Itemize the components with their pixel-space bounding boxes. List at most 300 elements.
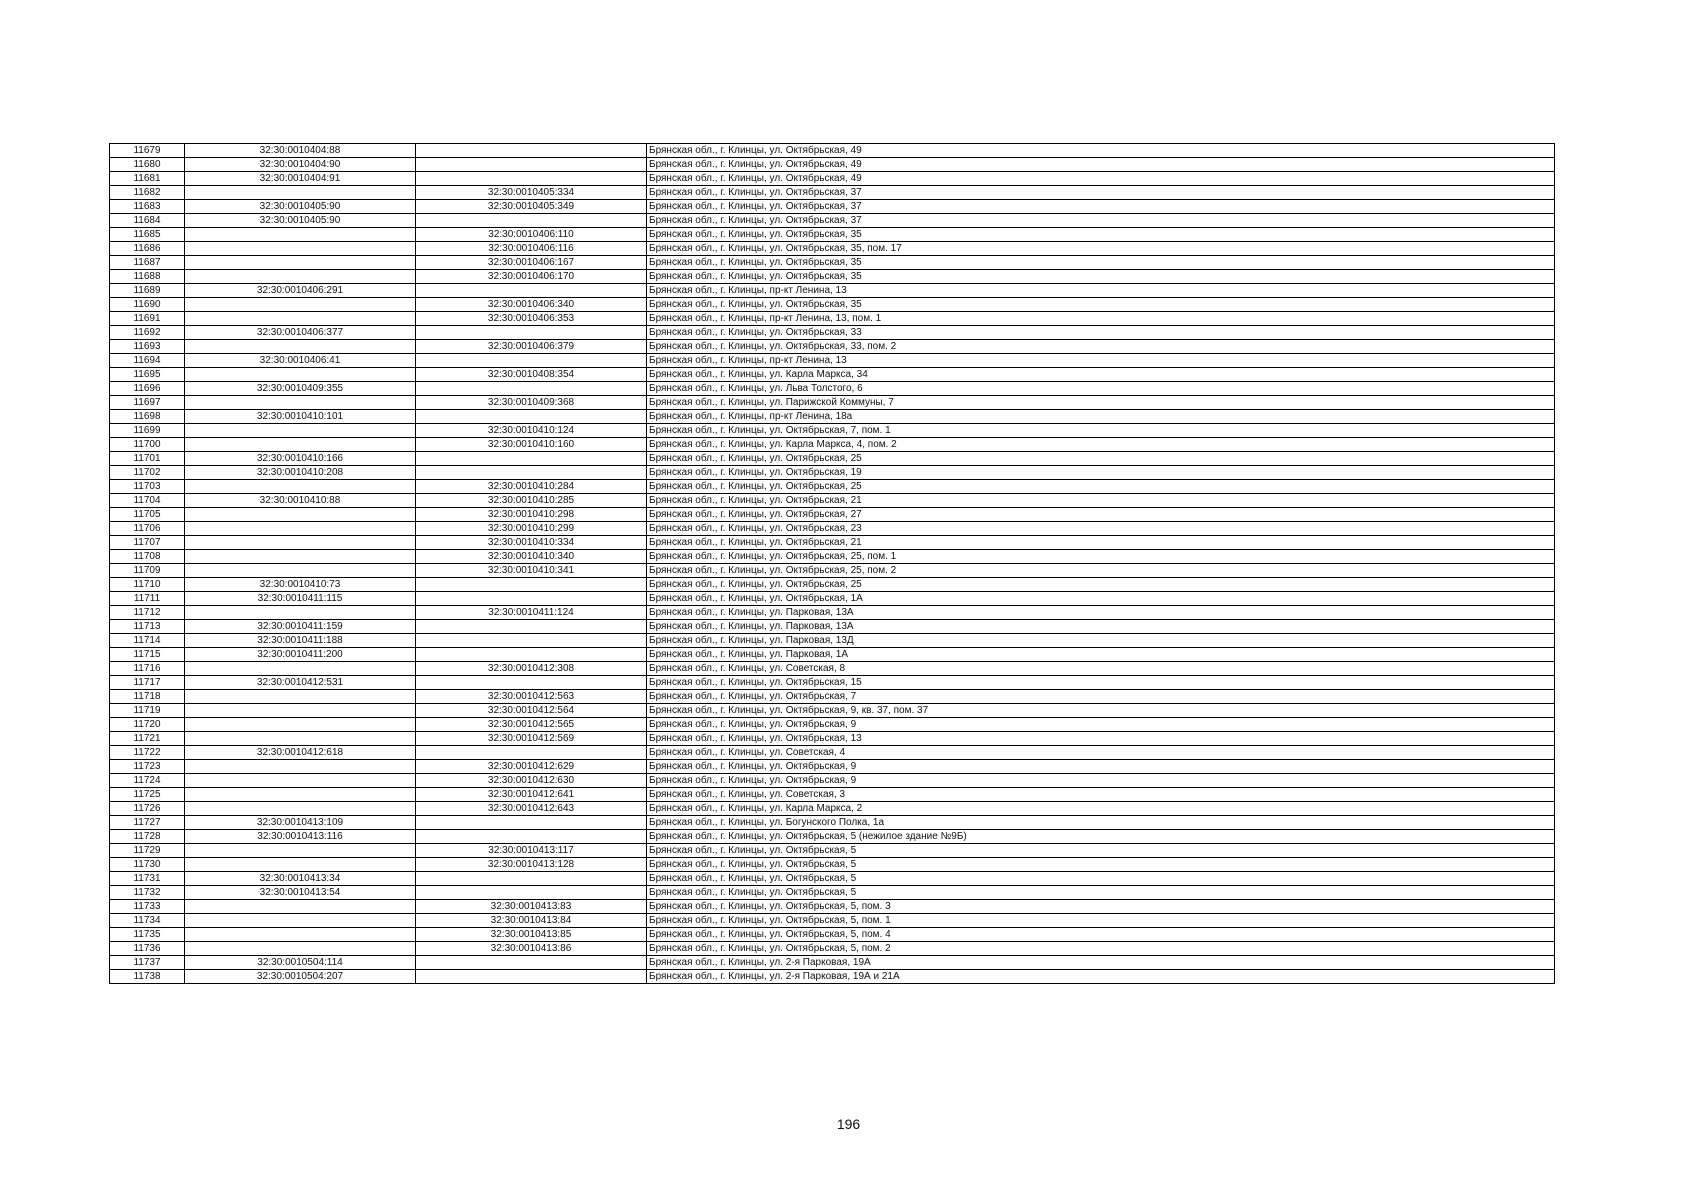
row-number-cell: 11705 bbox=[110, 508, 185, 522]
table-row bbox=[110, 732, 1555, 746]
table-row bbox=[110, 956, 1555, 970]
building-cadastral-number-cell: 32:30:0010412:641 bbox=[416, 788, 647, 802]
table-row bbox=[110, 704, 1555, 718]
land-cadastral-number-cell: 32:30:0010404:91 bbox=[185, 172, 416, 186]
table-row bbox=[110, 900, 1555, 914]
row-number-cell: 11690 bbox=[110, 298, 185, 312]
table-row bbox=[110, 508, 1555, 522]
land-cadastral-number-cell bbox=[185, 186, 416, 200]
building-cadastral-number-cell: 32:30:0010410:160 bbox=[416, 438, 647, 452]
row-number-cell: 11729 bbox=[110, 844, 185, 858]
land-cadastral-number-cell bbox=[185, 242, 416, 256]
row-number-cell: 11708 bbox=[110, 550, 185, 564]
building-cadastral-number-cell: 32:30:0010405:334 bbox=[416, 186, 647, 200]
land-cadastral-number-cell bbox=[185, 662, 416, 676]
row-number-cell: 11737 bbox=[110, 956, 185, 970]
address-cell: Брянская обл., г. Клинцы, ул. Советская, 4 bbox=[647, 746, 1555, 760]
building-cadastral-number-cell: 32:30:0010413:86 bbox=[416, 942, 647, 956]
row-number-cell: 11680 bbox=[110, 158, 185, 172]
land-cadastral-number-cell: 32:30:0010411:159 bbox=[185, 620, 416, 634]
building-cadastral-number-cell bbox=[416, 410, 647, 424]
row-number-cell: 11682 bbox=[110, 186, 185, 200]
row-number-cell: 11714 bbox=[110, 634, 185, 648]
building-cadastral-number-cell bbox=[416, 214, 647, 228]
address-cell: Брянская обл., г. Клинцы, ул. Октябрьская, 13 bbox=[647, 732, 1555, 746]
row-number-cell: 11709 bbox=[110, 564, 185, 578]
page-number: 196 bbox=[836, 1116, 861, 1132]
land-cadastral-number-cell: 32:30:0010411:200 bbox=[185, 648, 416, 662]
address-cell: Брянская обл., г. Клинцы, ул. Октябрьская, 5, пом. 3 bbox=[647, 900, 1555, 914]
land-cadastral-number-cell: 32:30:0010405:90 bbox=[185, 200, 416, 214]
table-row bbox=[110, 536, 1555, 550]
land-cadastral-number-cell: 32:30:0010504:207 bbox=[185, 970, 416, 984]
building-cadastral-number-cell: 32:30:0010406:167 bbox=[416, 256, 647, 270]
row-number-cell: 11683 bbox=[110, 200, 185, 214]
table-row bbox=[110, 802, 1555, 816]
address-cell: Брянская обл., г. Клинцы, ул. Советская, 3 bbox=[647, 788, 1555, 802]
table-row bbox=[110, 424, 1555, 438]
table-row bbox=[110, 886, 1555, 900]
row-number-cell: 11691 bbox=[110, 312, 185, 326]
address-cell: Брянская обл., г. Клинцы, ул. Октябрьская, 9 bbox=[647, 718, 1555, 732]
table-row bbox=[110, 634, 1555, 648]
row-number-cell: 11710 bbox=[110, 578, 185, 592]
land-cadastral-number-cell bbox=[185, 256, 416, 270]
table-row bbox=[110, 158, 1555, 172]
address-cell: Брянская обл., г. Клинцы, ул. Октябрьская, 37 bbox=[647, 186, 1555, 200]
building-cadastral-number-cell bbox=[416, 592, 647, 606]
registry-table-body bbox=[110, 144, 1555, 984]
row-number-cell: 11697 bbox=[110, 396, 185, 410]
row-number-cell: 11712 bbox=[110, 606, 185, 620]
land-cadastral-number-cell bbox=[185, 228, 416, 242]
land-cadastral-number-cell bbox=[185, 298, 416, 312]
row-number-cell: 11728 bbox=[110, 830, 185, 844]
address-cell: Брянская обл., г. Клинцы, ул. Октябрьская, 23 bbox=[647, 522, 1555, 536]
land-cadastral-number-cell: 32:30:0010404:88 bbox=[185, 144, 416, 158]
table-row bbox=[110, 452, 1555, 466]
row-number-cell: 11679 bbox=[110, 144, 185, 158]
land-cadastral-number-cell bbox=[185, 606, 416, 620]
table-row bbox=[110, 368, 1555, 382]
land-cadastral-number-cell: 32:30:0010413:116 bbox=[185, 830, 416, 844]
address-cell: Брянская обл., г. Клинцы, ул. Октябрьская, 9 bbox=[647, 760, 1555, 774]
row-number-cell: 11702 bbox=[110, 466, 185, 480]
table-row bbox=[110, 340, 1555, 354]
address-cell: Брянская обл., г. Клинцы, ул. Октябрьская, 5, пом. 2 bbox=[647, 942, 1555, 956]
building-cadastral-number-cell: 32:30:0010410:285 bbox=[416, 494, 647, 508]
address-cell: Брянская обл., г. Клинцы, ул. Льва Толстого, 6 bbox=[647, 382, 1555, 396]
building-cadastral-number-cell: 32:30:0010412:565 bbox=[416, 718, 647, 732]
table-row bbox=[110, 718, 1555, 732]
building-cadastral-number-cell: 32:30:0010410:124 bbox=[416, 424, 647, 438]
building-cadastral-number-cell: 32:30:0010410:341 bbox=[416, 564, 647, 578]
land-cadastral-number-cell bbox=[185, 270, 416, 284]
row-number-cell: 11732 bbox=[110, 886, 185, 900]
table-row bbox=[110, 298, 1555, 312]
building-cadastral-number-cell: 32:30:0010406:379 bbox=[416, 340, 647, 354]
address-cell: Брянская обл., г. Клинцы, ул. Октябрьская, 25, пом. 1 bbox=[647, 550, 1555, 564]
land-cadastral-number-cell bbox=[185, 844, 416, 858]
address-cell: Брянская обл., г. Клинцы, ул. Октябрьская, 9 bbox=[647, 774, 1555, 788]
table-row bbox=[110, 354, 1555, 368]
address-cell: Брянская обл., г. Клинцы, ул. Октябрьская, 21 bbox=[647, 494, 1555, 508]
building-cadastral-number-cell: 32:30:0010406:353 bbox=[416, 312, 647, 326]
building-cadastral-number-cell bbox=[416, 634, 647, 648]
address-cell: Брянская обл., г. Клинцы, ул. Октябрьская, 33 bbox=[647, 326, 1555, 340]
row-number-cell: 11717 bbox=[110, 676, 185, 690]
land-cadastral-number-cell: 32:30:0010412:531 bbox=[185, 676, 416, 690]
land-cadastral-number-cell bbox=[185, 368, 416, 382]
land-cadastral-number-cell bbox=[185, 536, 416, 550]
row-number-cell: 11711 bbox=[110, 592, 185, 606]
building-cadastral-number-cell bbox=[416, 746, 647, 760]
address-cell: Брянская обл., г. Клинцы, ул. Октябрьская, 49 bbox=[647, 144, 1555, 158]
table-row bbox=[110, 606, 1555, 620]
land-cadastral-number-cell: 32:30:0010412:618 bbox=[185, 746, 416, 760]
land-cadastral-number-cell bbox=[185, 760, 416, 774]
address-cell: Брянская обл., г. Клинцы, ул. Октябрьская, 35 bbox=[647, 256, 1555, 270]
address-cell: Брянская обл., г. Клинцы, ул. Октябрьская, 5 (нежилое здание №9Б) bbox=[647, 830, 1555, 844]
table-row bbox=[110, 746, 1555, 760]
address-cell: Брянская обл., г. Клинцы, пр-кт Ленина, 13 bbox=[647, 284, 1555, 298]
building-cadastral-number-cell bbox=[416, 872, 647, 886]
row-number-cell: 11698 bbox=[110, 410, 185, 424]
building-cadastral-number-cell bbox=[416, 886, 647, 900]
building-cadastral-number-cell: 32:30:0010412:629 bbox=[416, 760, 647, 774]
land-cadastral-number-cell: 32:30:0010411:188 bbox=[185, 634, 416, 648]
table-row bbox=[110, 970, 1555, 984]
row-number-cell: 11719 bbox=[110, 704, 185, 718]
table-row bbox=[110, 466, 1555, 480]
table-row bbox=[110, 858, 1555, 872]
land-cadastral-number-cell bbox=[185, 312, 416, 326]
row-number-cell: 11715 bbox=[110, 648, 185, 662]
address-cell: Брянская обл., г. Клинцы, пр-кт Ленина, 13 bbox=[647, 354, 1555, 368]
row-number-cell: 11693 bbox=[110, 340, 185, 354]
address-cell: Брянская обл., г. Клинцы, ул. 2-я Парковая, 19А bbox=[647, 956, 1555, 970]
address-cell: Брянская обл., г. Клинцы, ул. Карла Маркса, 4, пом. 2 bbox=[647, 438, 1555, 452]
building-cadastral-number-cell: 32:30:0010410:298 bbox=[416, 508, 647, 522]
table-row bbox=[110, 564, 1555, 578]
row-number-cell: 11686 bbox=[110, 242, 185, 256]
building-cadastral-number-cell: 32:30:0010412:563 bbox=[416, 690, 647, 704]
table-row bbox=[110, 228, 1555, 242]
address-cell: Брянская обл., г. Клинцы, ул. Октябрьская, 5, пом. 4 bbox=[647, 928, 1555, 942]
row-number-cell: 11735 bbox=[110, 928, 185, 942]
building-cadastral-number-cell: 32:30:0010413:84 bbox=[416, 914, 647, 928]
land-cadastral-number-cell bbox=[185, 900, 416, 914]
address-cell: Брянская обл., г. Клинцы, ул. Парковая, 13Д bbox=[647, 634, 1555, 648]
row-number-cell: 11734 bbox=[110, 914, 185, 928]
address-cell: Брянская обл., г. Клинцы, ул. Октябрьская, 7, пом. 1 bbox=[647, 424, 1555, 438]
address-cell: Брянская обл., г. Клинцы, ул. Октябрьская, 49 bbox=[647, 158, 1555, 172]
row-number-cell: 11720 bbox=[110, 718, 185, 732]
address-cell: Брянская обл., г. Клинцы, ул. Октябрьская, 1А bbox=[647, 592, 1555, 606]
land-cadastral-number-cell bbox=[185, 564, 416, 578]
building-cadastral-number-cell: 32:30:0010413:117 bbox=[416, 844, 647, 858]
land-cadastral-number-cell: 32:30:0010410:166 bbox=[185, 452, 416, 466]
row-number-cell: 11695 bbox=[110, 368, 185, 382]
row-number-cell: 11733 bbox=[110, 900, 185, 914]
land-cadastral-number-cell: 32:30:0010406:377 bbox=[185, 326, 416, 340]
building-cadastral-number-cell bbox=[416, 620, 647, 634]
address-cell: Брянская обл., г. Клинцы, ул. Октябрьская, 25, пом. 2 bbox=[647, 564, 1555, 578]
building-cadastral-number-cell bbox=[416, 830, 647, 844]
land-cadastral-number-cell bbox=[185, 550, 416, 564]
address-cell: Брянская обл., г. Клинцы, ул. Богунского Полка, 1а bbox=[647, 816, 1555, 830]
land-cadastral-number-cell bbox=[185, 802, 416, 816]
table-row bbox=[110, 522, 1555, 536]
address-cell: Брянская обл., г. Клинцы, ул. Октябрьская, 21 bbox=[647, 536, 1555, 550]
address-cell: Брянская обл., г. Клинцы, ул. Октябрьская, 5 bbox=[647, 858, 1555, 872]
row-number-cell: 11692 bbox=[110, 326, 185, 340]
land-cadastral-number-cell: 32:30:0010406:41 bbox=[185, 354, 416, 368]
building-cadastral-number-cell: 32:30:0010409:368 bbox=[416, 396, 647, 410]
table-row bbox=[110, 774, 1555, 788]
table-row bbox=[110, 144, 1555, 158]
building-cadastral-number-cell: 32:30:0010411:124 bbox=[416, 606, 647, 620]
row-number-cell: 11707 bbox=[110, 536, 185, 550]
land-cadastral-number-cell bbox=[185, 438, 416, 452]
address-cell: Брянская обл., г. Клинцы, ул. Октябрьская, 9, кв. 37, пом. 37 bbox=[647, 704, 1555, 718]
row-number-cell: 11689 bbox=[110, 284, 185, 298]
row-number-cell: 11688 bbox=[110, 270, 185, 284]
building-cadastral-number-cell bbox=[416, 578, 647, 592]
row-number-cell: 11699 bbox=[110, 424, 185, 438]
row-number-cell: 11700 bbox=[110, 438, 185, 452]
building-cadastral-number-cell bbox=[416, 676, 647, 690]
address-cell: Брянская обл., г. Клинцы, ул. Парковая, 1А bbox=[647, 648, 1555, 662]
table-row bbox=[110, 662, 1555, 676]
land-cadastral-number-cell bbox=[185, 704, 416, 718]
table-row bbox=[110, 396, 1555, 410]
table-row bbox=[110, 270, 1555, 284]
table-row bbox=[110, 242, 1555, 256]
table-row bbox=[110, 410, 1555, 424]
building-cadastral-number-cell bbox=[416, 144, 647, 158]
address-cell: Брянская обл., г. Клинцы, ул. Парижской Коммуны, 7 bbox=[647, 396, 1555, 410]
building-cadastral-number-cell: 32:30:0010408:354 bbox=[416, 368, 647, 382]
address-cell: Брянская обл., г. Клинцы, ул. Октябрьская, 35, пом. 17 bbox=[647, 242, 1555, 256]
land-cadastral-number-cell bbox=[185, 522, 416, 536]
land-cadastral-number-cell: 32:30:0010504:114 bbox=[185, 956, 416, 970]
land-cadastral-number-cell: 32:30:0010404:90 bbox=[185, 158, 416, 172]
table-row bbox=[110, 788, 1555, 802]
table-row bbox=[110, 928, 1555, 942]
building-cadastral-number-cell: 32:30:0010410:284 bbox=[416, 480, 647, 494]
address-cell: Брянская обл., г. Клинцы, ул. Октябрьская, 15 bbox=[647, 676, 1555, 690]
land-cadastral-number-cell bbox=[185, 774, 416, 788]
table-row bbox=[110, 620, 1555, 634]
table-row bbox=[110, 480, 1555, 494]
row-number-cell: 11724 bbox=[110, 774, 185, 788]
table-row bbox=[110, 172, 1555, 186]
table-row bbox=[110, 256, 1555, 270]
land-cadastral-number-cell: 32:30:0010413:34 bbox=[185, 872, 416, 886]
land-cadastral-number-cell: 32:30:0010410:73 bbox=[185, 578, 416, 592]
building-cadastral-number-cell: 32:30:0010410:334 bbox=[416, 536, 647, 550]
row-number-cell: 11703 bbox=[110, 480, 185, 494]
building-cadastral-number-cell bbox=[416, 284, 647, 298]
land-cadastral-number-cell: 32:30:0010406:291 bbox=[185, 284, 416, 298]
row-number-cell: 11721 bbox=[110, 732, 185, 746]
row-number-cell: 11701 bbox=[110, 452, 185, 466]
address-cell: Брянская обл., г. Клинцы, ул. Октябрьская, 37 bbox=[647, 214, 1555, 228]
building-cadastral-number-cell bbox=[416, 466, 647, 480]
building-cadastral-number-cell: 32:30:0010413:85 bbox=[416, 928, 647, 942]
land-cadastral-number-cell: 32:30:0010410:88 bbox=[185, 494, 416, 508]
building-cadastral-number-cell: 32:30:0010406:170 bbox=[416, 270, 647, 284]
row-number-cell: 11726 bbox=[110, 802, 185, 816]
row-number-cell: 11694 bbox=[110, 354, 185, 368]
address-cell: Брянская обл., г. Клинцы, ул. Октябрьская, 49 bbox=[647, 172, 1555, 186]
row-number-cell: 11731 bbox=[110, 872, 185, 886]
land-cadastral-number-cell: 32:30:0010413:109 bbox=[185, 816, 416, 830]
table-row bbox=[110, 592, 1555, 606]
land-cadastral-number-cell bbox=[185, 508, 416, 522]
building-cadastral-number-cell bbox=[416, 326, 647, 340]
table-row bbox=[110, 186, 1555, 200]
building-cadastral-number-cell: 32:30:0010412:630 bbox=[416, 774, 647, 788]
land-cadastral-number-cell bbox=[185, 396, 416, 410]
land-cadastral-number-cell: 32:30:0010410:208 bbox=[185, 466, 416, 480]
building-cadastral-number-cell: 32:30:0010405:349 bbox=[416, 200, 647, 214]
table-row bbox=[110, 844, 1555, 858]
building-cadastral-number-cell bbox=[416, 382, 647, 396]
address-cell: Брянская обл., г. Клинцы, ул. 2-я Парковая, 19А и 21А bbox=[647, 970, 1555, 984]
address-cell: Брянская обл., г. Клинцы, ул. Октябрьская, 33, пом. 2 bbox=[647, 340, 1555, 354]
land-cadastral-number-cell bbox=[185, 928, 416, 942]
land-cadastral-number-cell bbox=[185, 480, 416, 494]
building-cadastral-number-cell: 32:30:0010410:340 bbox=[416, 550, 647, 564]
address-cell: Брянская обл., г. Клинцы, ул. Парковая, 13А bbox=[647, 606, 1555, 620]
address-cell: Брянская обл., г. Клинцы, ул. Октябрьская, 35 bbox=[647, 270, 1555, 284]
building-cadastral-number-cell: 32:30:0010410:299 bbox=[416, 522, 647, 536]
building-cadastral-number-cell: 32:30:0010406:340 bbox=[416, 298, 647, 312]
row-number-cell: 11684 bbox=[110, 214, 185, 228]
land-cadastral-number-cell bbox=[185, 424, 416, 438]
address-cell: Брянская обл., г. Клинцы, ул. Октябрьская, 5 bbox=[647, 844, 1555, 858]
address-cell: Брянская обл., г. Клинцы, ул. Октябрьская, 25 bbox=[647, 480, 1555, 494]
table-row bbox=[110, 690, 1555, 704]
table-row bbox=[110, 312, 1555, 326]
table-row bbox=[110, 550, 1555, 564]
address-cell: Брянская обл., г. Клинцы, ул. Октябрьская, 5, пом. 1 bbox=[647, 914, 1555, 928]
address-cell: Брянская обл., г. Клинцы, ул. Парковая, 13А bbox=[647, 620, 1555, 634]
address-cell: Брянская обл., г. Клинцы, ул. Октябрьская, 27 bbox=[647, 508, 1555, 522]
building-cadastral-number-cell bbox=[416, 970, 647, 984]
address-cell: Брянская обл., г. Клинцы, ул. Карла Маркса, 34 bbox=[647, 368, 1555, 382]
address-cell: Брянская обл., г. Клинцы, ул. Октябрьская, 19 bbox=[647, 466, 1555, 480]
row-number-cell: 11738 bbox=[110, 970, 185, 984]
table-row bbox=[110, 326, 1555, 340]
building-cadastral-number-cell bbox=[416, 648, 647, 662]
address-cell: Брянская обл., г. Клинцы, ул. Октябрьская, 5 bbox=[647, 886, 1555, 900]
address-cell: Брянская обл., г. Клинцы, ул. Октябрьская, 37 bbox=[647, 200, 1555, 214]
row-number-cell: 11718 bbox=[110, 690, 185, 704]
table-row bbox=[110, 284, 1555, 298]
land-cadastral-number-cell bbox=[185, 690, 416, 704]
building-cadastral-number-cell: 32:30:0010406:116 bbox=[416, 242, 647, 256]
building-cadastral-number-cell: 32:30:0010412:569 bbox=[416, 732, 647, 746]
address-cell: Брянская обл., г. Клинцы, ул. Карла Маркса, 2 bbox=[647, 802, 1555, 816]
building-cadastral-number-cell: 32:30:0010412:308 bbox=[416, 662, 647, 676]
building-cadastral-number-cell: 32:30:0010413:128 bbox=[416, 858, 647, 872]
row-number-cell: 11716 bbox=[110, 662, 185, 676]
property-registry-table bbox=[109, 143, 1555, 984]
table-row bbox=[110, 914, 1555, 928]
building-cadastral-number-cell: 32:30:0010406:110 bbox=[416, 228, 647, 242]
land-cadastral-number-cell: 32:30:0010409:355 bbox=[185, 382, 416, 396]
address-cell: Брянская обл., г. Клинцы, ул. Октябрьская, 7 bbox=[647, 690, 1555, 704]
table-row bbox=[110, 438, 1555, 452]
land-cadastral-number-cell bbox=[185, 788, 416, 802]
land-cadastral-number-cell: 32:30:0010413:54 bbox=[185, 886, 416, 900]
row-number-cell: 11704 bbox=[110, 494, 185, 508]
row-number-cell: 11723 bbox=[110, 760, 185, 774]
row-number-cell: 11727 bbox=[110, 816, 185, 830]
land-cadastral-number-cell: 32:30:0010410:101 bbox=[185, 410, 416, 424]
row-number-cell: 11730 bbox=[110, 858, 185, 872]
row-number-cell: 11736 bbox=[110, 942, 185, 956]
table-row bbox=[110, 200, 1555, 214]
row-number-cell: 11725 bbox=[110, 788, 185, 802]
address-cell: Брянская обл., г. Клинцы, ул. Октябрьская, 25 bbox=[647, 452, 1555, 466]
table-row bbox=[110, 676, 1555, 690]
table-row bbox=[110, 214, 1555, 228]
address-cell: Брянская обл., г. Клинцы, ул. Октябрьская, 5 bbox=[647, 872, 1555, 886]
land-cadastral-number-cell bbox=[185, 914, 416, 928]
land-cadastral-number-cell bbox=[185, 858, 416, 872]
table-row bbox=[110, 830, 1555, 844]
table-row bbox=[110, 382, 1555, 396]
row-number-cell: 11722 bbox=[110, 746, 185, 760]
land-cadastral-number-cell: 32:30:0010405:90 bbox=[185, 214, 416, 228]
land-cadastral-number-cell bbox=[185, 340, 416, 354]
table-row bbox=[110, 648, 1555, 662]
table-row bbox=[110, 578, 1555, 592]
address-cell: Брянская обл., г. Клинцы, пр-кт Ленина, 18а bbox=[647, 410, 1555, 424]
building-cadastral-number-cell bbox=[416, 172, 647, 186]
building-cadastral-number-cell bbox=[416, 816, 647, 830]
land-cadastral-number-cell bbox=[185, 732, 416, 746]
table-row bbox=[110, 942, 1555, 956]
land-cadastral-number-cell: 32:30:0010411:115 bbox=[185, 592, 416, 606]
building-cadastral-number-cell bbox=[416, 956, 647, 970]
building-cadastral-number-cell bbox=[416, 452, 647, 466]
table-row bbox=[110, 760, 1555, 774]
land-cadastral-number-cell bbox=[185, 718, 416, 732]
row-number-cell: 11681 bbox=[110, 172, 185, 186]
row-number-cell: 11685 bbox=[110, 228, 185, 242]
address-cell: Брянская обл., г. Клинцы, пр-кт Ленина, 13, пом. 1 bbox=[647, 312, 1555, 326]
building-cadastral-number-cell: 32:30:0010413:83 bbox=[416, 900, 647, 914]
building-cadastral-number-cell: 32:30:0010412:643 bbox=[416, 802, 647, 816]
land-cadastral-number-cell bbox=[185, 942, 416, 956]
row-number-cell: 11687 bbox=[110, 256, 185, 270]
row-number-cell: 11713 bbox=[110, 620, 185, 634]
row-number-cell: 11696 bbox=[110, 382, 185, 396]
table-row bbox=[110, 872, 1555, 886]
building-cadastral-number-cell bbox=[416, 158, 647, 172]
address-cell: Брянская обл., г. Клинцы, ул. Октябрьская, 35 bbox=[647, 228, 1555, 242]
building-cadastral-number-cell bbox=[416, 354, 647, 368]
address-cell: Брянская обл., г. Клинцы, ул. Октябрьская, 35 bbox=[647, 298, 1555, 312]
address-cell: Брянская обл., г. Клинцы, ул. Советская, 8 bbox=[647, 662, 1555, 676]
address-cell: Брянская обл., г. Клинцы, ул. Октябрьская, 25 bbox=[647, 578, 1555, 592]
building-cadastral-number-cell: 32:30:0010412:564 bbox=[416, 704, 647, 718]
